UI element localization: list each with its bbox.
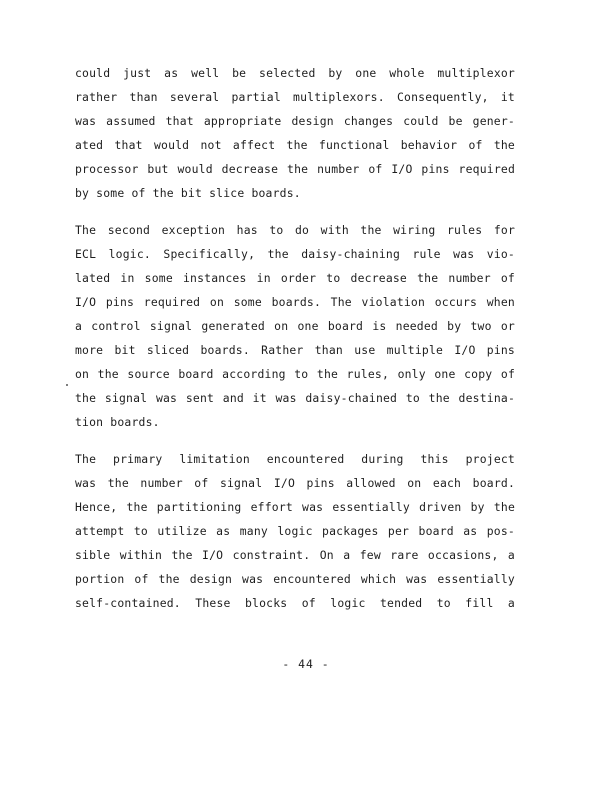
text-line: lated in some instances in order to decrease the number of <box>75 271 515 285</box>
text-line: I/O pins required on some boards. The violation occurs when <box>75 295 515 309</box>
text-line: ated that would not affect the functional behavior of the <box>75 138 515 152</box>
text-line: tion boards. <box>75 415 160 429</box>
page-number: - 44 - <box>282 657 330 671</box>
text-line: was the number of signal I/O pins allowed on each board. <box>75 476 515 490</box>
scan-speck <box>66 384 68 386</box>
text-line: The second exception has to do with the wiring rules for <box>75 223 515 237</box>
text-line: the signal was sent and it was daisy-chained to the destina- <box>75 391 515 405</box>
text-line: ECL logic. Specifically, the daisy-chaining rule was vio- <box>75 247 515 261</box>
text-line: processor but would decrease the number of I/O pins required <box>75 162 515 176</box>
text-line: Hence, the partitioning effort was essentially driven by the <box>75 500 515 514</box>
text-line: could just as well be selected by one whole multiplexor <box>75 66 515 80</box>
text-line: attempt to utilize as many logic packages per board as pos- <box>75 524 515 538</box>
text-line: a control signal generated on one board is needed by two or <box>75 319 515 333</box>
text-line: portion of the design was encountered which was essentially <box>75 572 515 586</box>
text-line: sible within the I/O constraint. On a few rare occasions, a <box>75 548 515 562</box>
text-line: by some of the bit slice boards. <box>75 186 301 200</box>
text-line: more bit sliced boards. Rather than use multiple I/O pins <box>75 343 515 357</box>
text-line: on the source board according to the rules, only one copy of <box>75 367 515 381</box>
text-line: was assumed that appropriate design changes could be gener- <box>75 114 515 128</box>
text-line: The primary limitation encountered during this project <box>75 452 515 466</box>
text-line: rather than several partial multiplexors. Consequently, it <box>75 90 515 104</box>
text-line: self-contained. These blocks of logic tended to fill a <box>75 596 515 610</box>
